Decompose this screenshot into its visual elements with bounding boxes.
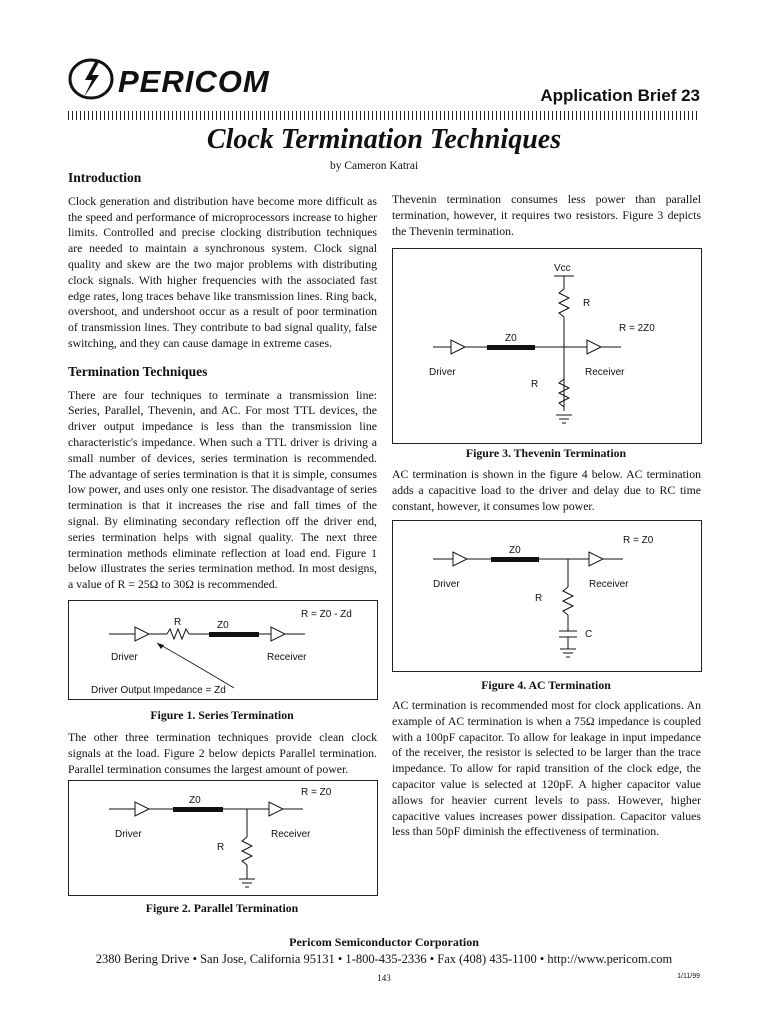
fig2-receiver-label: Receiver xyxy=(271,829,311,840)
fig1-z0-label: Z0 xyxy=(217,620,229,631)
driver-buffer-icon xyxy=(451,340,465,354)
termination-heading: Termination Techniques xyxy=(68,363,208,379)
figure-2-caption: Figure 2. Parallel Termination xyxy=(145,901,299,915)
fig4-driver-label: Driver xyxy=(433,579,460,590)
transmission-line-icon xyxy=(173,807,223,812)
page-number: 143 xyxy=(377,973,391,983)
ac-recommendation xyxy=(392,698,701,852)
fig1-receiver-label: Receiver xyxy=(267,652,307,663)
fig4-z0-label: Z0 xyxy=(509,545,521,556)
figure-4-caption: Figure 4. AC Termination xyxy=(481,678,611,692)
fig2-z0-label: Z0 xyxy=(189,795,201,806)
pericom-logo-icon xyxy=(68,58,114,100)
fig3-receiver-label: Receiver xyxy=(585,367,625,378)
receiver-buffer-icon xyxy=(271,627,285,641)
fig4-equation: R = Z0 xyxy=(623,535,654,546)
figure-3-thevenin-termination xyxy=(392,248,702,444)
fig4-r-label: R xyxy=(535,593,543,604)
fig1-driver-label: Driver xyxy=(111,652,138,663)
fig3-equation: R = 2Z0 xyxy=(619,323,655,334)
fig1-r-label: R xyxy=(174,617,182,628)
termination-resistor-icon xyxy=(242,837,252,865)
fig2-r-label: R xyxy=(217,842,225,853)
ac-intro xyxy=(392,467,701,526)
left-column xyxy=(68,170,377,605)
thevenin-intro xyxy=(392,192,701,251)
figure-1-series-termination xyxy=(68,600,378,700)
fig1-equation: R = Z0 - Zd xyxy=(301,609,352,620)
receiver-buffer-icon xyxy=(269,802,283,816)
thevenin-termination-diagram xyxy=(393,249,701,443)
figure-2-parallel-termination xyxy=(68,780,378,896)
byline: by Cameron Katrai xyxy=(330,160,419,172)
ac-recommendation-paragraph: AC termination is recommended most for clock applications. An example of AC termination is when a 75Ω impedance is coupled with a 100pF capacitor. To allow for leakage in input impedance of the receiver, the resistor is selected to be larger than the trace impedance. To allow for rapid transition of the clock edge, the capacitor value is selected at 120pF. A higher capacitor value allows for heavier current levels to pass. However, higher capacitive values increases power dissipation. Capacitor values less than 50pF diminish the effectiveness of termination. xyxy=(392,698,701,839)
logo-wordmark: PERICOM xyxy=(118,64,270,99)
termination-paragraph: There are four techniques to terminate a transmission line: Series, Parallel, Thevenin, and AC. For most TTL devices, the driver output impedance is less than the transmission line characteristic's impedance. When such a TTL driver is driving a small number of devices, series termination is recommended. The advantage of series termination is that it is simple, consumes low power, and uses only one resistor. The disadvantage of series termination is that it increases the rise and fall times of the signal. By eliminating secondary reflection off the driver end, series termination helps with signal quality. The next three termination methods eliminate reflection at load end. Figure 1 below illustrates the series termination method. In most designs, a value of R = 25Ω to 30Ω is recommended. xyxy=(68,387,377,592)
introduction-heading: Introduction xyxy=(68,170,142,185)
receiver-buffer-icon xyxy=(587,340,601,354)
ac-termination-diagram xyxy=(393,521,701,671)
figure-4-ac-termination xyxy=(392,520,702,672)
footer-company: Pericom Semiconductor Corporation xyxy=(289,935,479,949)
page-title: Clock Termination Techniques xyxy=(206,124,562,155)
transmission-line-icon xyxy=(491,557,539,562)
driver-buffer-icon xyxy=(453,552,467,566)
fig2-equation: R = Z0 xyxy=(301,787,332,798)
fig4-receiver-label: Receiver xyxy=(589,579,629,590)
parallel-termination-diagram xyxy=(69,781,377,895)
series-resistor-icon xyxy=(167,629,189,639)
ac-paragraph: AC termination is shown in the figure 4 below. AC termination adds a capacitive load to the driver and delay due to RC time constant, however, it consumes low power. xyxy=(392,467,701,513)
driver-buffer-icon xyxy=(135,627,149,641)
driver-buffer-icon xyxy=(135,802,149,816)
introduction-paragraph: Clock generation and distribution have become more difficult as the speed and performance of microprocessors increase to higher limits. Controlled and precise clocking distribution techniques are needed to maintain a synchronous system. Clock signal quality and skew are the two major problems with distributing clock signals. With higher frequencies with the associated fast edge rates, long traces behave like transmission lines. Ring back, overshoot, and undershoot occur as a result of poor termination of transmission lines. They contribute to bad signal quality, false switching, and they can cause damage in extreme cases. xyxy=(68,193,377,350)
termination-resistor-icon xyxy=(563,587,573,615)
fig3-z0-label: Z0 xyxy=(505,333,517,344)
fig3-driver-label: Driver xyxy=(429,367,456,378)
fig2-driver-label: Driver xyxy=(115,829,142,840)
figure-1-caption: Figure 1. Series Termination xyxy=(150,708,294,722)
footer-date: 1/11/99 xyxy=(677,973,700,980)
figure-3-caption: Figure 3. Thevenin Termination xyxy=(465,446,627,460)
transmission-line-icon xyxy=(487,345,535,350)
parallel-paragraph: The other three termination techniques provide clean clock signals at the load. Figure 2 below depicts Parallel termination. Parallel termination consumes the largest amount of power. xyxy=(68,730,377,776)
fig3-r-bottom-label: R xyxy=(531,379,539,390)
pull-up-resistor-icon xyxy=(559,289,569,317)
application-brief-label: Application Brief 23 xyxy=(540,86,700,105)
transmission-line-icon xyxy=(209,632,259,637)
fig3-vcc-label: Vcc xyxy=(554,263,571,274)
fig4-c-label: C xyxy=(585,629,593,640)
receiver-buffer-icon xyxy=(589,552,603,566)
thevenin-paragraph: Thevenin termination consumes less power than parallel termination, however, it requires two resistors. Figure 3 depicts the Thevenin termination. xyxy=(392,192,701,238)
fig1-zd-label: Driver Output Impedance = Zd xyxy=(91,685,226,696)
header-rule xyxy=(68,111,700,120)
series-termination-diagram xyxy=(69,601,377,699)
footer-address: 2380 Bering Drive • San Jose, California 95131 • 1-800-435-2336 • Fax (408) 435-1100 • http://www.pericom.com xyxy=(95,952,673,966)
fig3-r-top-label: R xyxy=(583,298,591,309)
